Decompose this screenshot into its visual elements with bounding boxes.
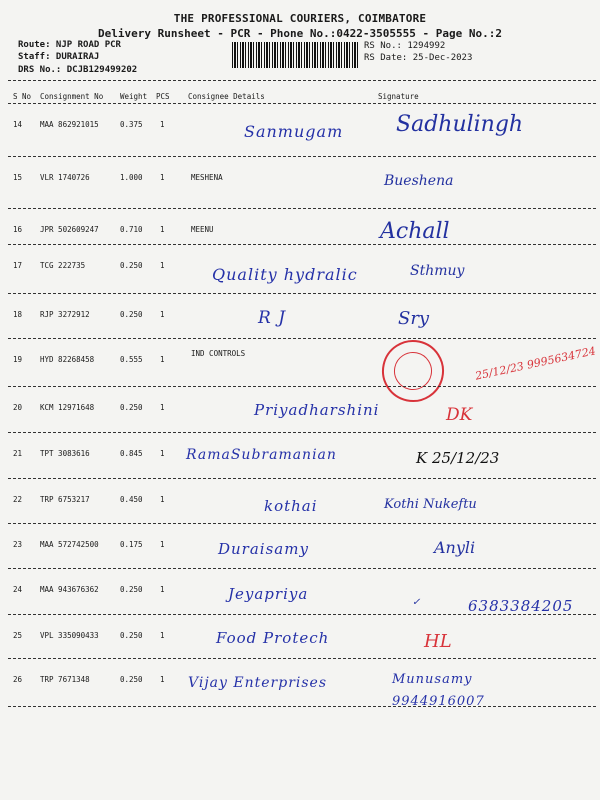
- col-details: Consignee Details: [188, 92, 265, 101]
- signature: Sthmuy: [410, 263, 465, 279]
- row-weight: 0.450: [120, 495, 143, 504]
- phone-number: 6383384205: [468, 597, 574, 615]
- table-row: [0, 157, 600, 208]
- handwritten-name: kothai: [264, 497, 318, 515]
- table-row: [0, 433, 600, 484]
- signature: 25/12/23 9995634724: [473, 344, 597, 383]
- row-pcs: 1: [160, 261, 165, 270]
- row-consignment: TRP 6753217: [40, 495, 90, 504]
- table-row: [0, 569, 600, 620]
- signature: K 25/12/23: [416, 449, 500, 467]
- company-title: THE PROFESSIONAL COURIERS, COIMBATORE: [173, 12, 427, 25]
- table-row: [0, 104, 600, 155]
- row-weight: 0.710: [120, 225, 143, 234]
- table-row: [0, 387, 600, 438]
- row-consignment: TCG 222735: [40, 261, 86, 270]
- row-sno: 22: [13, 495, 23, 504]
- row-consignment: KCM 12971648: [40, 403, 95, 412]
- row-consignment: TRP 7671348: [40, 675, 90, 684]
- handwritten-name: Food Protech: [216, 629, 330, 647]
- row-sno: 17: [13, 261, 23, 270]
- row-consignment: MAA 943676362: [40, 585, 99, 594]
- row-weight: 0.555: [120, 355, 143, 364]
- row-consignment: JPR 502609247: [40, 225, 99, 234]
- handwritten-name: Priyadharshini: [254, 401, 380, 419]
- row-sno: 18: [13, 310, 23, 319]
- signature: Anyli: [434, 538, 476, 557]
- row-consignment: MAA 862921015: [40, 120, 99, 129]
- row-sno: 20: [13, 403, 23, 412]
- signature: Bueshena: [384, 173, 454, 189]
- signature: DK: [446, 405, 473, 425]
- row-details: MESHENA: [191, 173, 223, 182]
- handwritten-name: Quality hydralic: [212, 265, 358, 284]
- signature: Sry: [398, 308, 430, 329]
- row-consignment: VPL 335090433: [40, 631, 99, 640]
- row-sno: 15: [13, 173, 23, 182]
- signature: Sadhulingh: [396, 112, 524, 137]
- signature: HL: [424, 631, 452, 652]
- row-weight: 0.250: [120, 675, 143, 684]
- col-consignment: Consignment No: [40, 92, 104, 101]
- row-sno: 26: [13, 675, 23, 684]
- handwritten-name: Sanmugam: [244, 122, 344, 141]
- row-pcs: 1: [160, 120, 165, 129]
- row-consignment: RJP 3272912: [40, 310, 90, 319]
- row-weight: 0.175: [120, 540, 143, 549]
- row-consignment: TPT 3083616: [40, 449, 90, 458]
- signature: Munusamy 9944916007: [392, 672, 485, 709]
- handwritten-name: RamaSubramanian: [186, 447, 337, 463]
- row-details: MEENU: [191, 225, 214, 234]
- row-sno: 21: [13, 449, 23, 458]
- signature-mark: ✓: [412, 597, 421, 608]
- col-sno: S No: [13, 92, 32, 101]
- row-pcs: 1: [160, 225, 165, 234]
- table-row: [0, 245, 600, 296]
- row-pcs: 1: [160, 310, 165, 319]
- row-sno: 24: [13, 585, 23, 594]
- staff-label: Staff: DURAIRAJ: [18, 52, 100, 62]
- row-pcs: 1: [160, 355, 165, 364]
- row-pcs: 1: [160, 631, 165, 640]
- signature: Achall: [380, 219, 450, 244]
- handwritten-name: Jeyapriya: [228, 585, 309, 603]
- handwritten-name: Duraisamy: [218, 540, 309, 558]
- row-pcs: 1: [160, 585, 165, 594]
- row-weight: 0.375: [120, 120, 143, 129]
- col-signature: Signature: [378, 92, 419, 101]
- row-consignment: MAA 572742500: [40, 540, 99, 549]
- rs-date: RS Date: 25-Dec-2023: [364, 53, 473, 63]
- row-weight: 0.250: [120, 261, 143, 270]
- barcode: [232, 42, 360, 68]
- row-pcs: 1: [160, 403, 165, 412]
- route-label: Route: NJP ROAD PCR: [18, 40, 121, 50]
- row-sno: 19: [13, 355, 23, 364]
- handwritten-name: Vijay Enterprises: [188, 675, 328, 691]
- col-weight: Weight: [120, 92, 148, 101]
- row-pcs: 1: [160, 675, 165, 684]
- row-consignment: VLR 1740726: [40, 173, 90, 182]
- row-consignment: HYD 82268458: [40, 355, 95, 364]
- row-sno: 23: [13, 540, 23, 549]
- runsheet-subtitle: Delivery Runsheet - PCR - Phone No.:0422-3505555 - Page No.:2: [98, 27, 502, 40]
- row-pcs: 1: [160, 449, 165, 458]
- drs-label: DRS No.: DCJB129499202: [18, 65, 138, 75]
- signature: Kothi Nukeftu: [384, 497, 477, 512]
- row-pcs: 1: [160, 173, 165, 182]
- rs-number: RS No.: 1294992: [364, 41, 446, 51]
- col-pcs: PCS: [156, 92, 170, 101]
- row-weight: 0.250: [120, 403, 143, 412]
- row-weight: 0.250: [120, 310, 143, 319]
- header-divider: [8, 80, 596, 81]
- row-sno: 14: [13, 120, 23, 129]
- row-details: IND CONTROLS: [191, 349, 246, 358]
- row-divider: [8, 706, 596, 707]
- row-weight: 0.250: [120, 631, 143, 640]
- row-weight: 1.000: [120, 173, 143, 182]
- row-pcs: 1: [160, 495, 165, 504]
- row-weight: 0.845: [120, 449, 143, 458]
- row-weight: 0.250: [120, 585, 143, 594]
- table-row: [0, 659, 600, 710]
- row-sno: 16: [13, 225, 23, 234]
- table-row: [0, 339, 600, 390]
- handwritten-name: R J: [258, 308, 287, 328]
- row-sno: 25: [13, 631, 23, 640]
- row-pcs: 1: [160, 540, 165, 549]
